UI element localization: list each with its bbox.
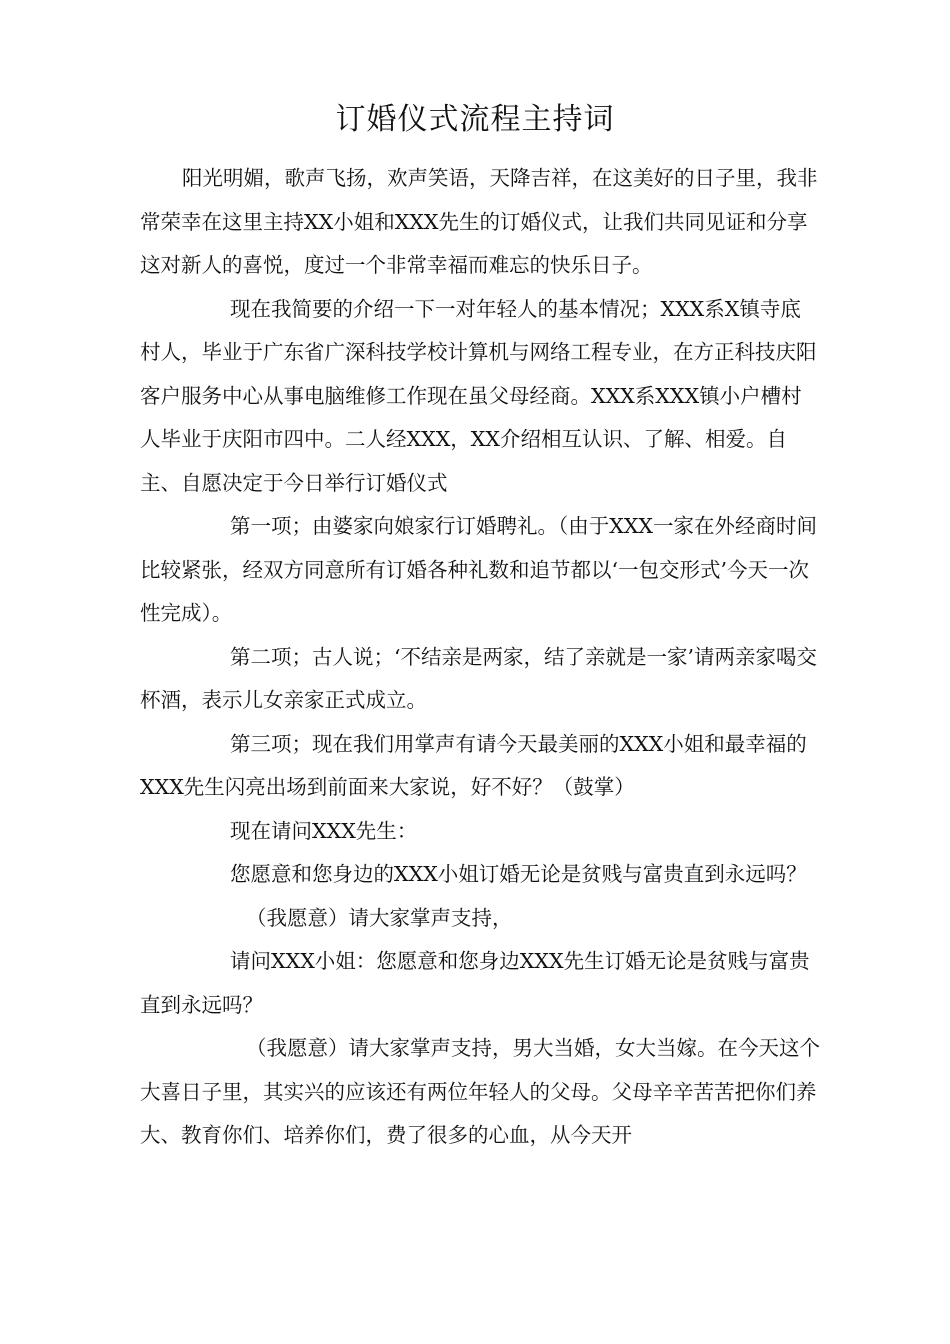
paragraph-groom-answer: （我愿意）请大家掌声支持， [246,905,513,930]
paragraph-question-groom: 您愿意和您身边的XXX小姐订婚无论是贫贱与富贵直到永远吗？ [230,862,807,886]
paragraph-question-bride: 请问XXX小姐：您愿意和您身边XXX先生订婚无论是贫贱与富贵直到永远吗？ [140,949,810,1017]
paragraph-question-groom-intro: 现在请问XXX先生： [230,818,418,843]
paragraph-item-two: 第二项；古人说；‘不结亲是两家，结了亲就是一家’请两亲家喝交杯酒，表示儿女亲家正式成立。 [140,644,818,712]
paragraph-opening: 阳光明媚，歌声飞扬，欢声笑语，天降吉祥，在这美好的日子里，我非常荣幸在这里主持XX小姐和XXX先生的订婚仪式，让我们共同见证和分享这对新人的喜悦，度过一个非常幸福而难忘的快乐日子。 [140,166,818,277]
paragraph-bride-answer: （我愿意）请大家掌声支持，男大当婚，女大当嫁。在今天这个大喜日子里，其实兴的应该还有两位年轻人的父母。父母辛辛苦苦把你们养大、教育你们、培养你们，费了很多的心血，从今天开 [140,1036,820,1147]
paragraph-item-one: 第一项；由婆家向娘家行订婚聘礼。（由于XXX一家在外经商时间比较紧张，经双方同意所有订婚各种礼数和追节都以‘一包交形式’今天一次性完成）。 [140,514,818,625]
document-title: 订婚仪式流程主持词 [335,102,615,137]
document-body [140,157,820,1158]
paragraph-introduction: 现在我简要的介绍一下一对年轻人的基本情况；XXX系X镇寺底村人，毕业于广东省广深科技学校计算机与网络工程专业，在方正科技庆阳客户服务中心从事电脑维修工作现在虽父母经商。XXX系XXX镇小户槽村人毕业于庆阳市四中。二人经XXX，XX介绍相互认识、了解、相爱。自主、自愿决定于今日举行订婚仪式 [140,296,817,495]
paragraph-item-three: 第三项；现在我们用掌声有请今天最美丽的XXX小姐和最幸福的XXX先生闪亮出场到前面来大家说，好不好？（鼓掌） [140,731,807,799]
